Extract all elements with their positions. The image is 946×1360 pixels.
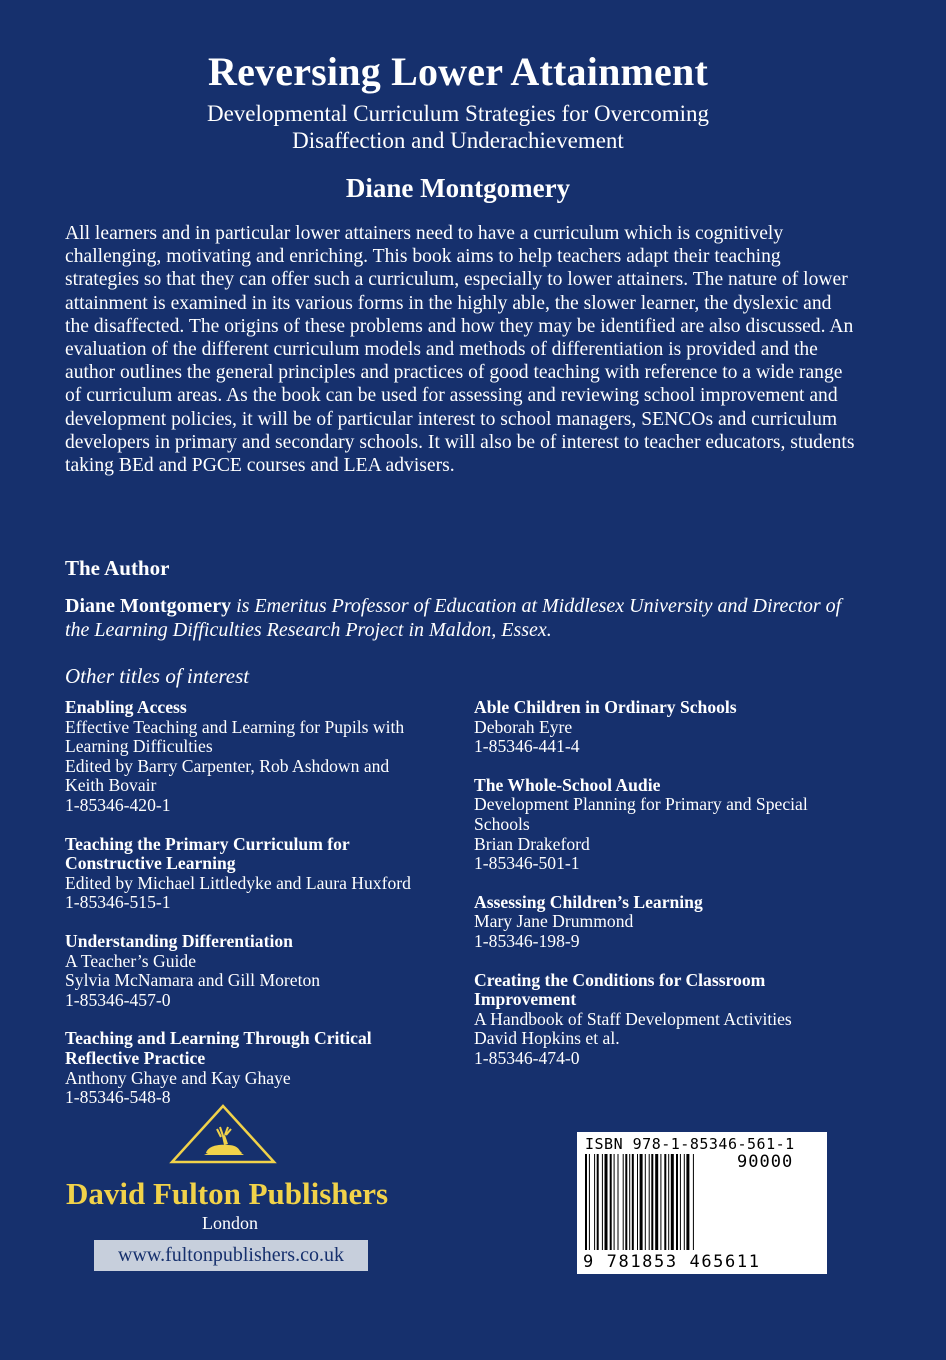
book-entry-title: The Whole-School Audie bbox=[474, 774, 661, 795]
isbn-barcode bbox=[577, 1132, 827, 1274]
book-entry-title: Able Children in Ordinary Schools bbox=[474, 697, 737, 717]
book-entry-detail: A Handbook of Staff Development Activities bbox=[474, 1008, 792, 1029]
book-entry-detail: Mary Jane Drummond bbox=[474, 911, 634, 932]
book-entry-detail: Brian Drakeford bbox=[474, 833, 590, 854]
book-entry-detail: 1-85346-501-1 bbox=[474, 853, 580, 874]
book-entry-title: Assessing Children’s Learning bbox=[474, 891, 703, 912]
book-entry-detail: Development Planning for Primary and Special bbox=[474, 794, 808, 815]
book-entry bbox=[65, 932, 455, 1010]
book-entry-title: Constructive Learning bbox=[65, 853, 236, 874]
book-entry-title: Creating the Conditions for Classroom bbox=[474, 969, 766, 990]
subtitle-line-1: Developmental Curriculum Strategies for Overcoming bbox=[206, 101, 710, 126]
book-entry bbox=[474, 776, 854, 874]
isbn-label: ISBN 978-1-85346-561-1 bbox=[585, 1135, 795, 1153]
book-entry-detail: 1-85346-441-4 bbox=[474, 736, 580, 757]
book-entry-title: Reflective Practice bbox=[65, 1047, 206, 1068]
book-subtitle bbox=[0, 100, 916, 154]
book-entry bbox=[474, 698, 854, 757]
other-titles-heading: Other titles of interest bbox=[65, 664, 250, 688]
book-entry-detail: 1-85346-420-1 bbox=[65, 794, 171, 815]
author-bio bbox=[65, 594, 865, 642]
book-entry-detail: 1-85346-474-0 bbox=[474, 1047, 580, 1068]
book-title: Reversing Lower Attainment bbox=[208, 49, 708, 94]
book-entry-detail: Learning Difficulties bbox=[65, 736, 213, 757]
book-entry-detail: Sylvia McNamara and Gill Moreton bbox=[65, 970, 321, 991]
book-entry-detail: Deborah Eyre bbox=[474, 716, 573, 737]
author-section-heading: The Author bbox=[65, 556, 170, 580]
book-entry-detail: Edited by Michael Littledyke and Laura Huxford bbox=[65, 872, 411, 893]
book-entry-title: Teaching and Learning Through Critical bbox=[65, 1028, 372, 1049]
book-description: All learners and in particular lower attainers need to have a curriculum which is cognitively challenging, motivating and enriching. This book aims to help teachers adapt their teaching strategies so that they can offer such a curriculum, especially to lower attainers. The nature of lower attainment is examined in its various forms in the highly able, the slower learner, the dyslexic and the disaffected. The origins of these problems and how they may be identified are also discussed. An evaluation of the different curriculum models and methods of differentiation is provided and the author outlines the general principles and practices of good teaching with reference to a wide range of curriculum areas. As the book can be used for assessing and reviewing school improvement and development policies, it will be of particular interest to school managers, SENCOs and curriculum developers in primary and secondary schools. It will also be of interest to teacher educators, students taking BEd and PGCE courses and LEA advisers. bbox=[65, 223, 855, 477]
deer-triangle-logo-icon bbox=[168, 1103, 278, 1165]
publisher-city: London bbox=[202, 1213, 258, 1233]
price-code: 90000 bbox=[737, 1152, 794, 1172]
book-entry bbox=[474, 971, 854, 1069]
publisher-website-link[interactable]: www.fultonpublishers.co.uk bbox=[94, 1240, 368, 1271]
author-name: Diane Montgomery bbox=[345, 173, 571, 203]
book-entry-detail: Keith Bovair bbox=[65, 775, 157, 796]
barcode-bars bbox=[585, 1154, 735, 1254]
book-entry-detail: Anthony Ghaye and Kay Ghaye bbox=[65, 1067, 291, 1088]
book-entry-detail: 1-85346-548-8 bbox=[65, 1087, 171, 1108]
book-entry bbox=[65, 835, 455, 913]
subtitle-line-2: Disaffection and Underachievement bbox=[292, 128, 624, 153]
ean-digits: 9 781853 465611 bbox=[583, 1252, 761, 1272]
author-bio-name: Diane Montgomery bbox=[65, 595, 232, 617]
author-bio-text: is Emeritus Professor of Education at Middlesex University and Director of the Learning Difficulties Research Project in Maldon, Essex. bbox=[65, 595, 842, 641]
book-entry-detail: Edited by Barry Carpenter, Rob Ashdown and bbox=[65, 755, 390, 776]
book-entry-detail: 1-85346-515-1 bbox=[65, 892, 171, 913]
book-entry-detail: David Hopkins et al. bbox=[474, 1028, 620, 1049]
book-entry-detail: A Teacher’s Guide bbox=[65, 950, 197, 971]
other-titles-left-column bbox=[65, 698, 455, 1127]
book-entry bbox=[65, 1029, 455, 1107]
book-entry bbox=[474, 893, 854, 952]
book-entry bbox=[65, 698, 455, 816]
other-titles-right-column bbox=[474, 698, 854, 1088]
book-entry-detail: Schools bbox=[474, 813, 530, 834]
book-entry-detail: 1-85346-457-0 bbox=[65, 989, 171, 1010]
book-entry-detail: Effective Teaching and Learning for Pupils with bbox=[65, 716, 405, 737]
book-entry-title: Teaching the Primary Curriculum for bbox=[65, 833, 350, 854]
book-entry-title: Understanding Differentiation bbox=[65, 930, 293, 951]
book-entry-title: Improvement bbox=[474, 989, 577, 1010]
book-entry-detail: 1-85346-198-9 bbox=[474, 930, 580, 951]
book-entry-title: Enabling Access bbox=[65, 697, 187, 717]
publisher-name: David Fulton Publishers bbox=[66, 1176, 389, 1211]
